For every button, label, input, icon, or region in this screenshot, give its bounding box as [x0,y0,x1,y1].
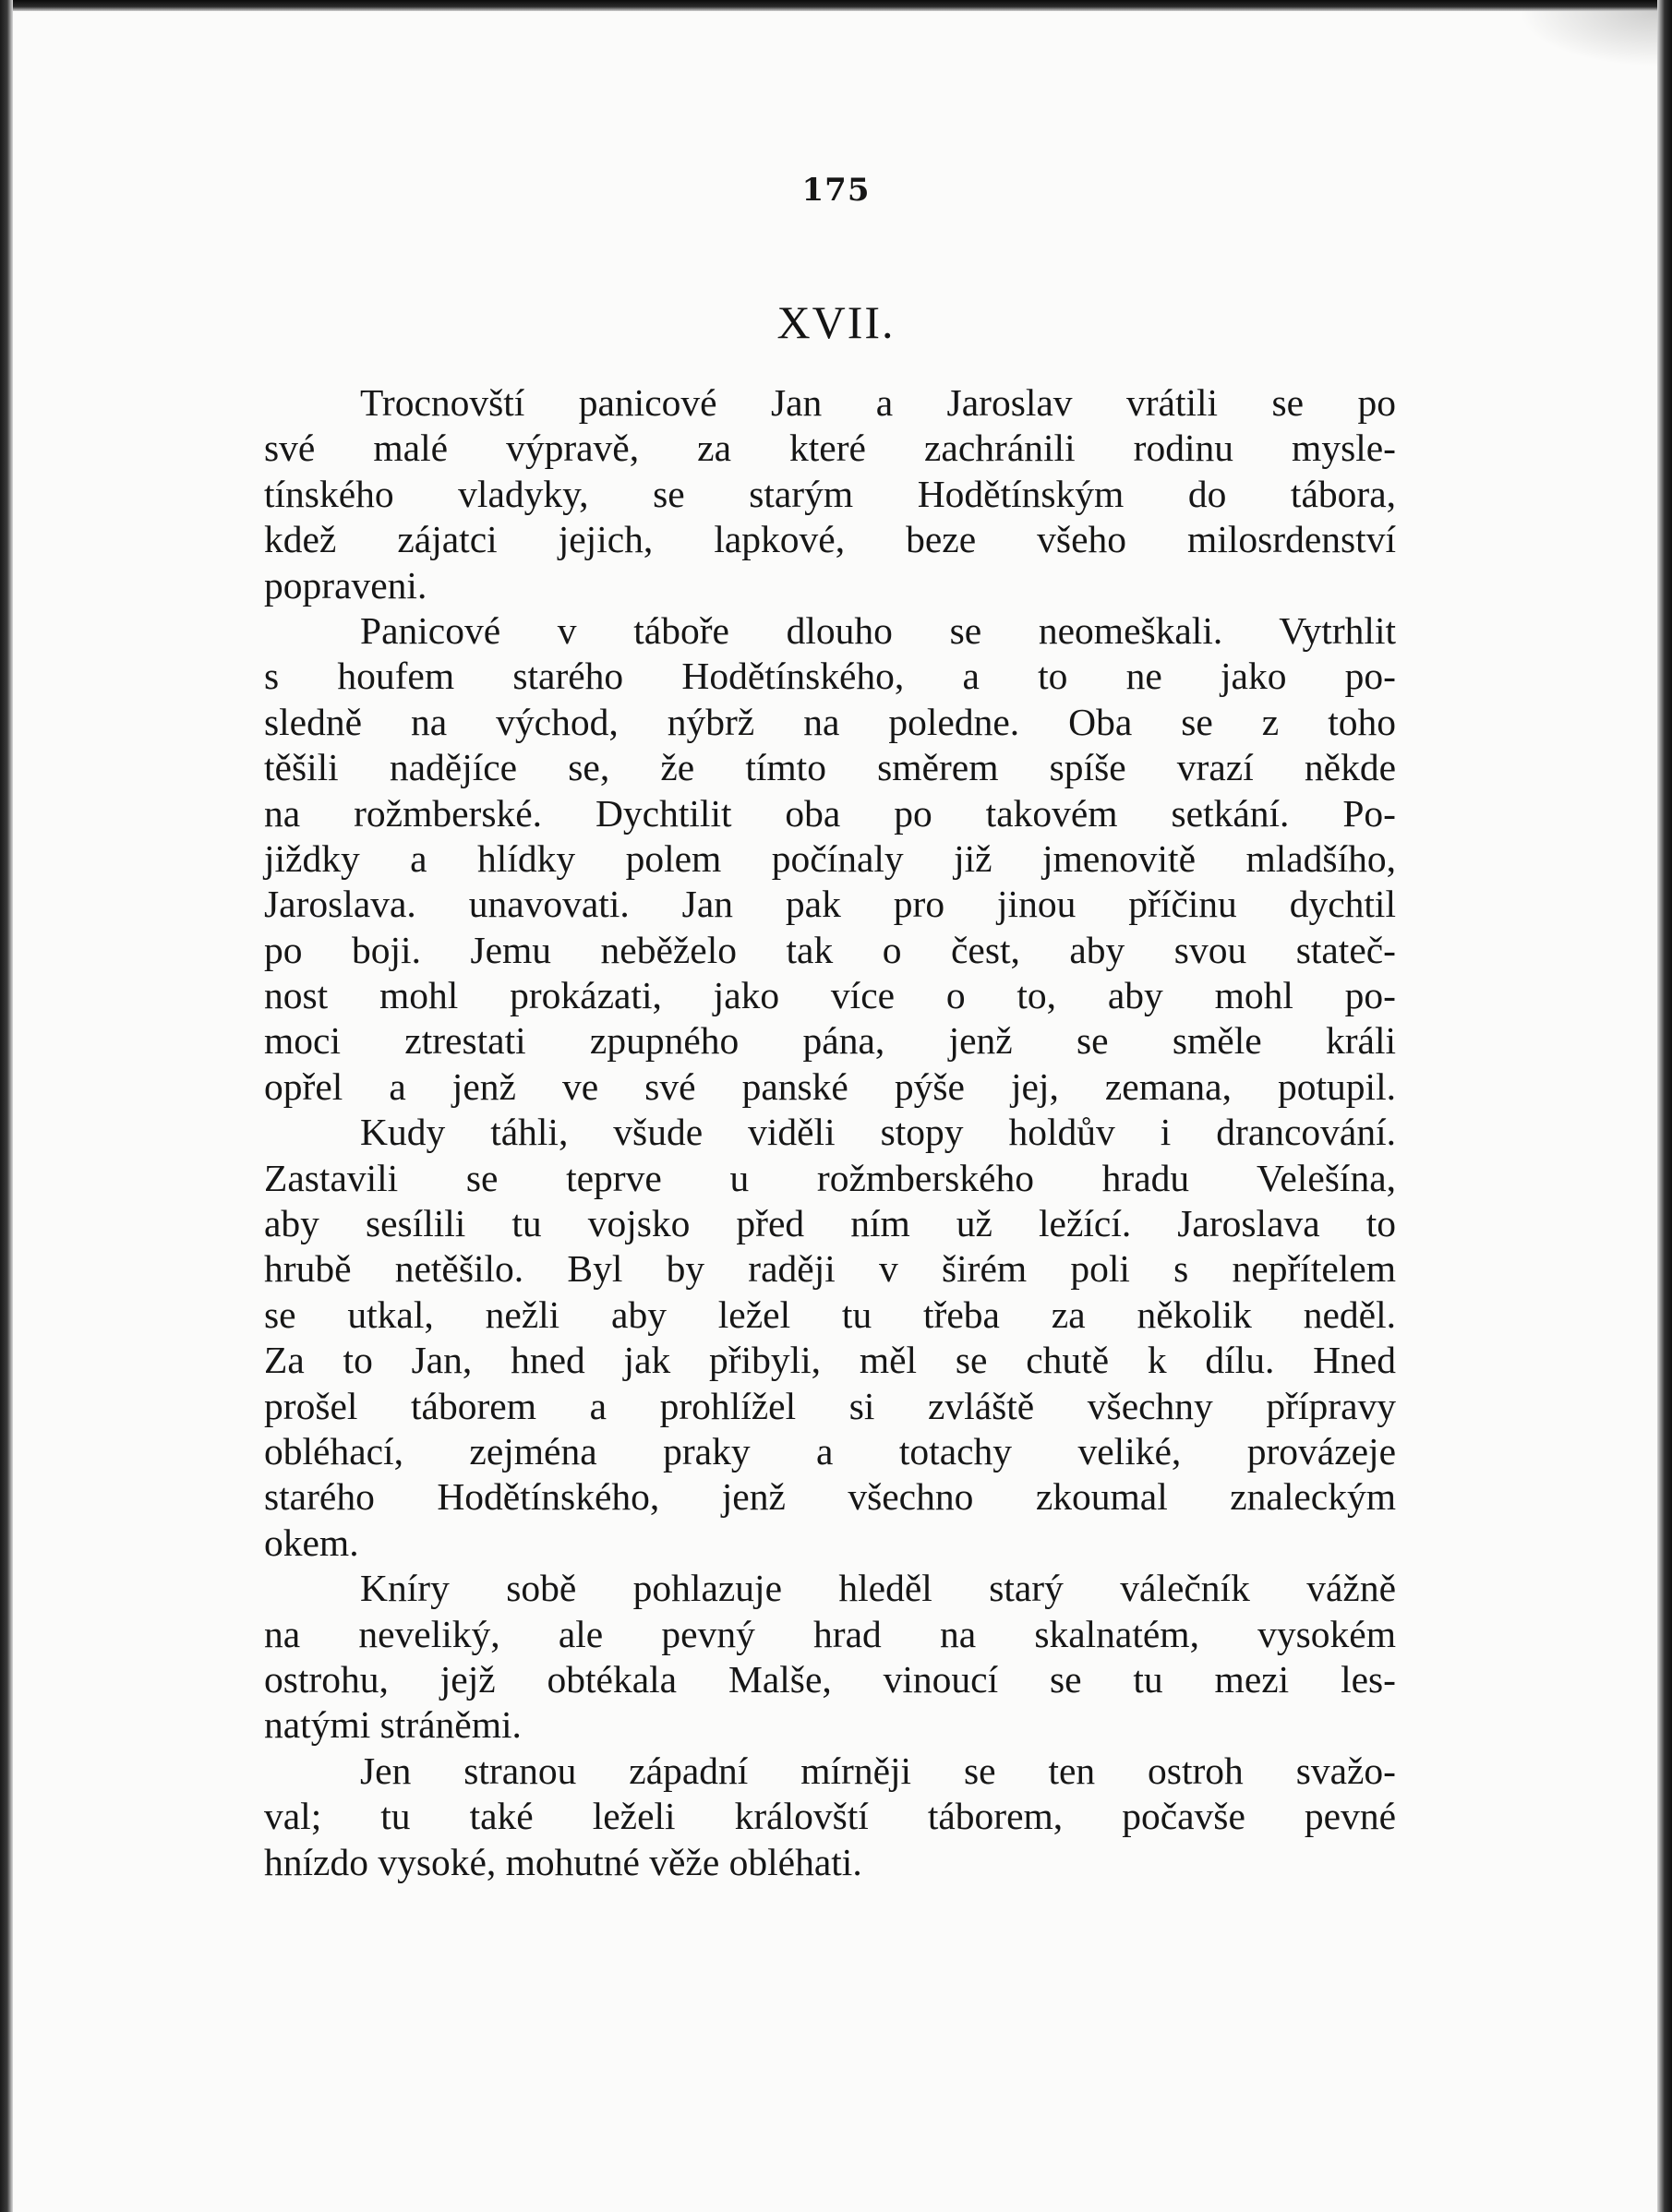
chapter-heading: XVII. [776,296,896,348]
paragraph-2 [264,608,1396,1110]
text-line: sledně na východ, nýbrž na poledne. Oba se z toho [264,700,1396,743]
text-line: val; tu také leželi královští táborem, počavše pevné [264,1795,1396,1838]
text-line: starého Hodětínského, jenž všechno zkoumal znaleckým [264,1475,1396,1519]
text-line: moci ztrestati zpupného pána, jenž se směle králi [264,1019,1396,1063]
text-line: okem. [264,1521,359,1564]
text-line: Za to Jan, hned jak přibyli, měl se chutě k dílu. Hned [264,1339,1396,1382]
text-line: s houfem starého Hodětínského, a to ne jako po- [264,655,1396,698]
paragraph-3 [264,1110,1396,1566]
text-line: Zastavili se teprve u rožmberského hradu Velešína, [264,1156,1396,1199]
text-line: natými stráněmi. [264,1703,522,1747]
paragraph-4 [264,1566,1396,1749]
text-line: Jaroslava. unavovati. Jan pak pro jinou příčinu dychtil [264,883,1396,926]
text-line: tínského vladyky, se starým Hodětínským do tábora, [264,472,1396,515]
text-line: obléhací, zejména praky a totachy veliké, provázeje [264,1429,1396,1473]
paragraph-5 [264,1749,1396,1885]
text-line: popraveni. [264,563,427,607]
body-text [264,380,1396,1885]
text-line: Panicové v táboře dlouho se neomeškali. Vytrhlit [360,608,1396,652]
text-line: Jen stranou západní mírněji se ten ostroh svažo- [360,1749,1396,1792]
text-line: ostrohu, jejž obtékala Malše, vinoucí se tu mezi les- [264,1657,1396,1701]
text-line: po boji. Jemu neběželo tak o čest, aby svou stateč- [264,928,1396,971]
text-line: kdež zájatci jejich, lapkové, beze všeho milosrdenství [264,518,1396,561]
text-line: Trocnovští panicové Jan a Jaroslav vrátili se po [360,381,1396,424]
paragraph-1 [264,380,1396,608]
scan-edge-top [0,0,1672,11]
text-line: opřel a jenž ve své panské pýše jej, zemana, potupil. [264,1064,1396,1108]
text-line: těšili nadějíce se, že tímto směrem spíše vrazí někde [264,746,1396,789]
text-line: své malé výpravě, za které zachránili rodinu mysle- [264,427,1396,470]
text-line: prošel táborem a prohlížel si zvláště všechny přípravy [264,1384,1396,1427]
text-line: na neveliký, ale pevný hrad na skalnatém, vysokém [264,1612,1396,1655]
text-line: nost mohl prokázati, jako více o to, aby mohl po- [264,974,1396,1017]
text-line: se utkal, nežli aby ležel tu třeba za několik neděl. [264,1292,1396,1336]
text-line: Kudy táhli, všude viděli stopy holdův i drancování. [360,1111,1396,1154]
text-line: aby sesílili tu vojsko před ním už ležící. Jaroslava to [264,1202,1396,1245]
text-line: na rožmberské. Dychtilit oba po takovém setkání. Po- [264,791,1396,835]
text-line: hnízdo vysoké, mohutné věže obléhati. [264,1840,862,1883]
text-line: Kníry sobě pohlazuje hleděl starý válečník vážně [360,1567,1396,1610]
page-number: 175 [801,172,871,209]
text-line: hrubě netěšilo. Byl by raději v širém poli s nepřítelem [264,1247,1396,1291]
text-line: jiždky a hlídky polem počínaly již jmenovitě mladšího, [264,836,1396,880]
scan-corner-smudge [1519,11,1657,66]
